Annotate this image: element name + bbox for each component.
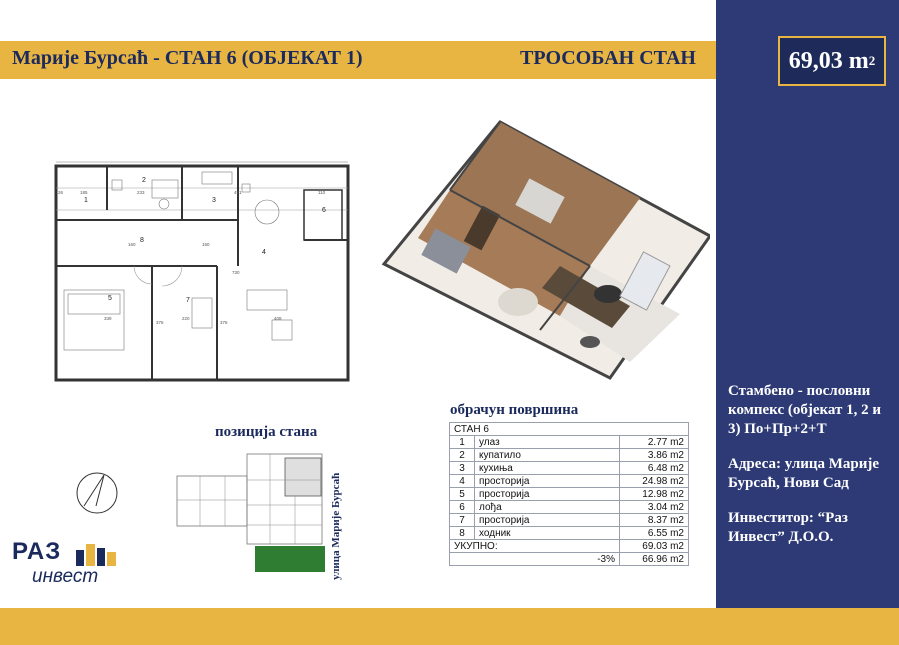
reduction-value: 66.96 m2 <box>620 553 689 566</box>
site-plan <box>175 450 330 575</box>
room-area: 3.86 m2 <box>620 449 689 462</box>
position-title: позиција стана <box>215 424 318 440</box>
table-row <box>450 475 689 488</box>
room-name: улаз <box>475 436 620 449</box>
table-row <box>450 514 689 527</box>
total-area-badge <box>778 36 886 86</box>
address-info: Адреса: улица Марије Бурсаћ, Нови Сад <box>728 456 880 491</box>
plan-dim-12: 376 <box>156 320 164 325</box>
room-area: 3.04 m2 <box>620 501 689 514</box>
plan-dim-10: 220 <box>182 316 190 321</box>
room-no: 3 <box>450 462 475 475</box>
total-row <box>450 540 689 553</box>
logo-line1: РАЗ <box>12 538 62 565</box>
footer-band <box>0 608 899 645</box>
plan-room-8: 8 <box>140 237 144 244</box>
plan-dim-11: 408 <box>274 316 282 321</box>
apartment-3d-render <box>380 116 710 396</box>
calculation-title: обрачун површина <box>450 402 579 418</box>
area-table <box>449 422 689 566</box>
room-no: 7 <box>450 514 475 527</box>
reduction-row <box>450 553 689 566</box>
room-area: 6.55 m2 <box>620 527 689 540</box>
plan-dim-8: 730 <box>232 270 240 275</box>
room-area: 24.98 m2 <box>620 475 689 488</box>
floor-plan <box>52 160 352 385</box>
room-no: 4 <box>450 475 475 488</box>
plan-dim-13: 376 <box>220 320 228 325</box>
table-row <box>450 436 689 449</box>
plan-room-1: 1 <box>84 197 88 204</box>
apartment-label: СТАН 6 <box>450 423 689 436</box>
room-name: ходник <box>475 527 620 540</box>
reduction-label: -3% <box>450 553 620 566</box>
apartment-type: ТРОСОБАН СТАН <box>520 47 696 69</box>
table-header-row <box>450 423 689 436</box>
total-area-exponent: 2 <box>868 53 876 68</box>
plan-room-6: 6 <box>322 207 326 214</box>
total-label: УКУПНО: <box>450 540 620 553</box>
plan-room-5: 5 <box>108 295 112 302</box>
investor-info: Инвеститор: “Раз Инвест” Д.О.О. <box>728 510 848 545</box>
plan-room-4: 4 <box>262 249 266 256</box>
project-info <box>728 382 893 563</box>
room-no: 8 <box>450 527 475 540</box>
plan-dim-5: 110 <box>318 190 326 195</box>
complex-info: Стамбено - пословни компекс (објекат 1, 2 и 3) По+Пр+2+Т <box>728 383 882 437</box>
table-row <box>450 462 689 475</box>
room-area: 8.37 m2 <box>620 514 689 527</box>
total-value: 69.03 m2 <box>620 540 689 553</box>
room-name: лођа <box>475 501 620 514</box>
room-name: просторија <box>475 514 620 527</box>
header-band <box>0 41 716 79</box>
plan-room-2: 2 <box>142 177 146 184</box>
plan-room-7: 7 <box>186 297 190 304</box>
room-name: кухиња <box>475 462 620 475</box>
plan-dim-2: 185 <box>80 190 88 195</box>
north-arrow-icon <box>74 470 120 516</box>
street-label: улица Марије Бурсаћ <box>330 472 342 580</box>
room-area: 2.77 m2 <box>620 436 689 449</box>
room-area: 12.98 m2 <box>620 488 689 501</box>
plan-dim-4: 451 <box>234 190 242 195</box>
room-no: 1 <box>450 436 475 449</box>
plan-dim-6: 160 <box>128 242 136 247</box>
room-no: 6 <box>450 501 475 514</box>
room-name: купатило <box>475 449 620 462</box>
room-name: просторија <box>475 475 620 488</box>
logo-line2: инвест <box>32 566 99 587</box>
building-logo-icon <box>74 540 120 566</box>
room-no: 5 <box>450 488 475 501</box>
company-logo <box>12 538 122 593</box>
table-row <box>450 501 689 514</box>
room-name: просторија <box>475 488 620 501</box>
plan-dim-7: 160 <box>202 242 210 247</box>
plan-dim-1: 26 <box>58 190 64 195</box>
table-row <box>450 488 689 501</box>
header-title: Марије Бурсаћ - СТАН 6 (ОБЈЕКАТ 1) <box>12 47 363 69</box>
plan-room-3: 3 <box>212 197 216 204</box>
table-row <box>450 527 689 540</box>
room-area: 6.48 m2 <box>620 462 689 475</box>
plan-dim-9: 339 <box>104 316 112 321</box>
room-no: 2 <box>450 449 475 462</box>
plan-dim-3: 233 <box>137 190 145 195</box>
table-row <box>450 449 689 462</box>
total-area-value: 69,03 m <box>788 47 869 74</box>
